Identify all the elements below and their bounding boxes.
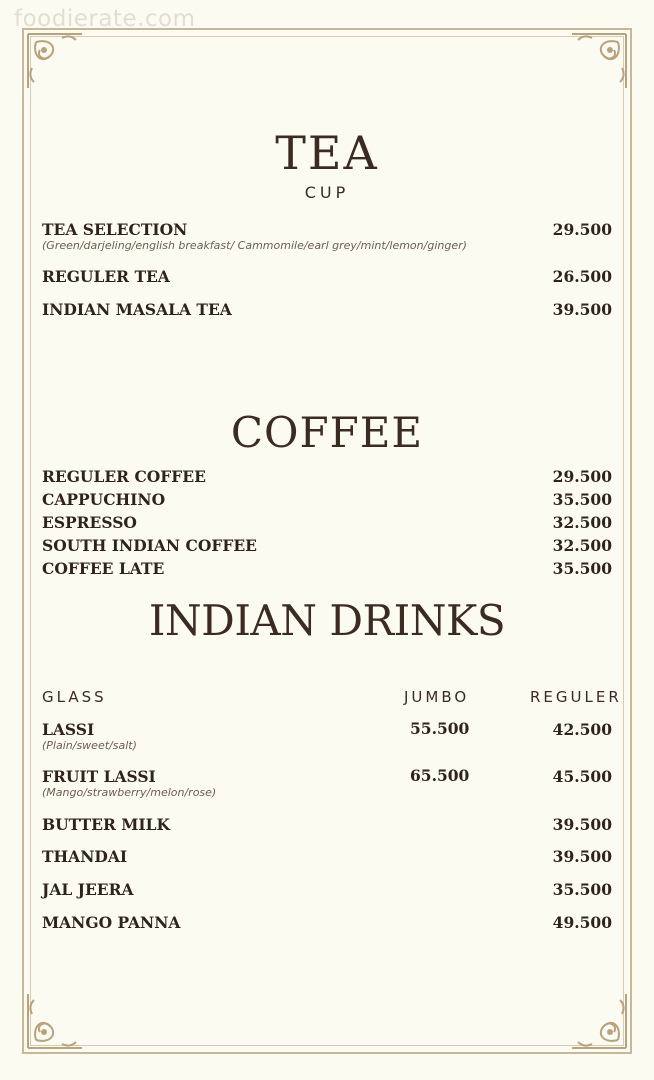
item-price: 35.500 xyxy=(552,490,612,509)
item-price: 32.500 xyxy=(552,536,612,555)
item-price: 35.500 xyxy=(552,559,612,578)
item-description: (Plain/sweet/salt) xyxy=(42,739,137,752)
watermark: foodierate.com xyxy=(14,6,196,32)
column-header-glass: GLASS xyxy=(42,688,107,706)
item-name: INDIAN MASALA TEA xyxy=(42,300,232,319)
item-name: BUTTER MILK xyxy=(42,815,171,834)
item-name: COFFEE LATE xyxy=(42,559,165,578)
item-name: SOUTH INDIAN COFFEE xyxy=(42,536,257,555)
item-name: FRUIT LASSI xyxy=(42,767,156,786)
item-price: 39.500 xyxy=(552,815,612,834)
tea-section-subtitle: CUP xyxy=(304,183,350,202)
corner-ornament-icon xyxy=(22,28,102,108)
item-price: 39.500 xyxy=(552,300,612,319)
item-name: REGULER TEA xyxy=(42,267,170,286)
item-price: 39.500 xyxy=(552,847,612,866)
coffee-section-title: COFFEE xyxy=(230,408,424,457)
column-header-jumbo: JUMBO xyxy=(404,688,470,706)
item-price: 29.500 xyxy=(552,467,612,486)
item-name: JAL JEERA xyxy=(42,880,134,899)
item-price: 26.500 xyxy=(552,267,612,286)
item-name: MANGO PANNA xyxy=(42,913,181,932)
indian-drinks-section-title: INDIAN DRINKS xyxy=(148,596,506,645)
item-name: LASSI xyxy=(42,720,95,739)
corner-ornament-icon xyxy=(22,974,102,1054)
item-name: ESPRESSO xyxy=(42,513,137,532)
item-description: (Green/darjeling/english breakfast/ Cammomile/earl grey/mint/lemon/ginger) xyxy=(42,239,467,252)
item-jumbo-price: 55.500 xyxy=(410,719,470,738)
item-description: (Mango/strawberry/melon/rose) xyxy=(42,786,217,799)
column-header-reguler: REGULER xyxy=(530,688,622,706)
item-price: 35.500 xyxy=(552,880,612,899)
corner-ornament-icon xyxy=(552,28,632,108)
item-name: TEA SELECTION xyxy=(42,220,188,239)
tea-section-title: TEA xyxy=(275,126,379,180)
item-name: REGULER COFFEE xyxy=(42,467,206,486)
item-price: 32.500 xyxy=(552,513,612,532)
corner-ornament-icon xyxy=(552,974,632,1054)
item-price: 42.500 xyxy=(552,720,612,739)
item-price: 49.500 xyxy=(552,913,612,932)
item-price: 45.500 xyxy=(552,767,612,786)
item-price: 29.500 xyxy=(552,220,612,239)
item-name: THANDAI xyxy=(42,847,128,866)
item-jumbo-price: 65.500 xyxy=(410,766,470,785)
item-name: CAPPUCHINO xyxy=(42,490,166,509)
